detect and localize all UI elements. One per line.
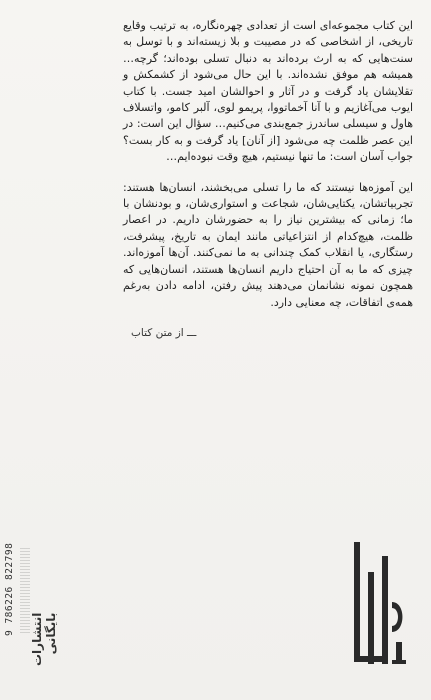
barcode — [20, 548, 30, 634]
blurb-text — [123, 18, 413, 341]
series-emblem-icon — [352, 542, 408, 680]
publisher-line-2: بایگانی — [44, 612, 58, 655]
publisher-line-1: انتشارات — [30, 612, 44, 666]
publisher-logo — [30, 613, 58, 666]
isbn-number: 9 786226 822798 — [4, 542, 15, 636]
blurb-paragraph-2: این آموزه‌ها نیستند که ما را تسلی می‌بخشند، انسان‌ها هستند: تجربیاتشان، یکتایی‌شان، شجاعت و استواری‌شان، و بودنشان با ما؛ زمانی که بیشترین نیاز را به حضورشان داریم. در اعصار ظلمت، هیچ‌کدام از انتزاعیاتی مانند ایمان به تاریخ، پیشرفت، رستگاری، یا انقلاب کمک چندانی به ما نمی‌کنند. آن‌ها آموزه‌اند. چیزی که ما به آن احتیاج داریم انسان‌ها هستند، انسان‌هایی که همچون نمونه نشانمان می‌دهند پیش رفتن، ادامه دادن به‌رغم همه‌ی اتفاقات، چه معنایی دارد. — [123, 180, 413, 309]
blurb-paragraph-1: این کتاب مجموعه‌ای است از تعدادی چهره‌نگاره، به ترتیب وقایع تاریخی، از اشخاصی که در مصیبت و بلا زیسته‌اند و با توسل به سنت‌هایی که به ارث برده‌اند به دنبال تسلی بوده‌اند؛ گرچه… همیشه هم موفق نشده‌اند. با این حال می‌شود از کشمکش و تقلایشان یاد گرفت و در آثار و احوالشان امید جست. با کتاب ایوب می‌آغازیم و با آنا آخماتووا، پریمو لوی، آلبر کامو، واتسلاف هاول و سیسلی ساندرز جمع‌بندی می‌کنیم… سؤال این است: در این عصر ظلمت چه می‌شود [از آنان] یاد گرفت و به کار بست؟ جواب آسان است: ما تنها نیستیم، هیچ وقت نبوده‌ایم… — [123, 19, 413, 164]
source-attribution: ـــ از متن کتاب — [131, 326, 197, 339]
